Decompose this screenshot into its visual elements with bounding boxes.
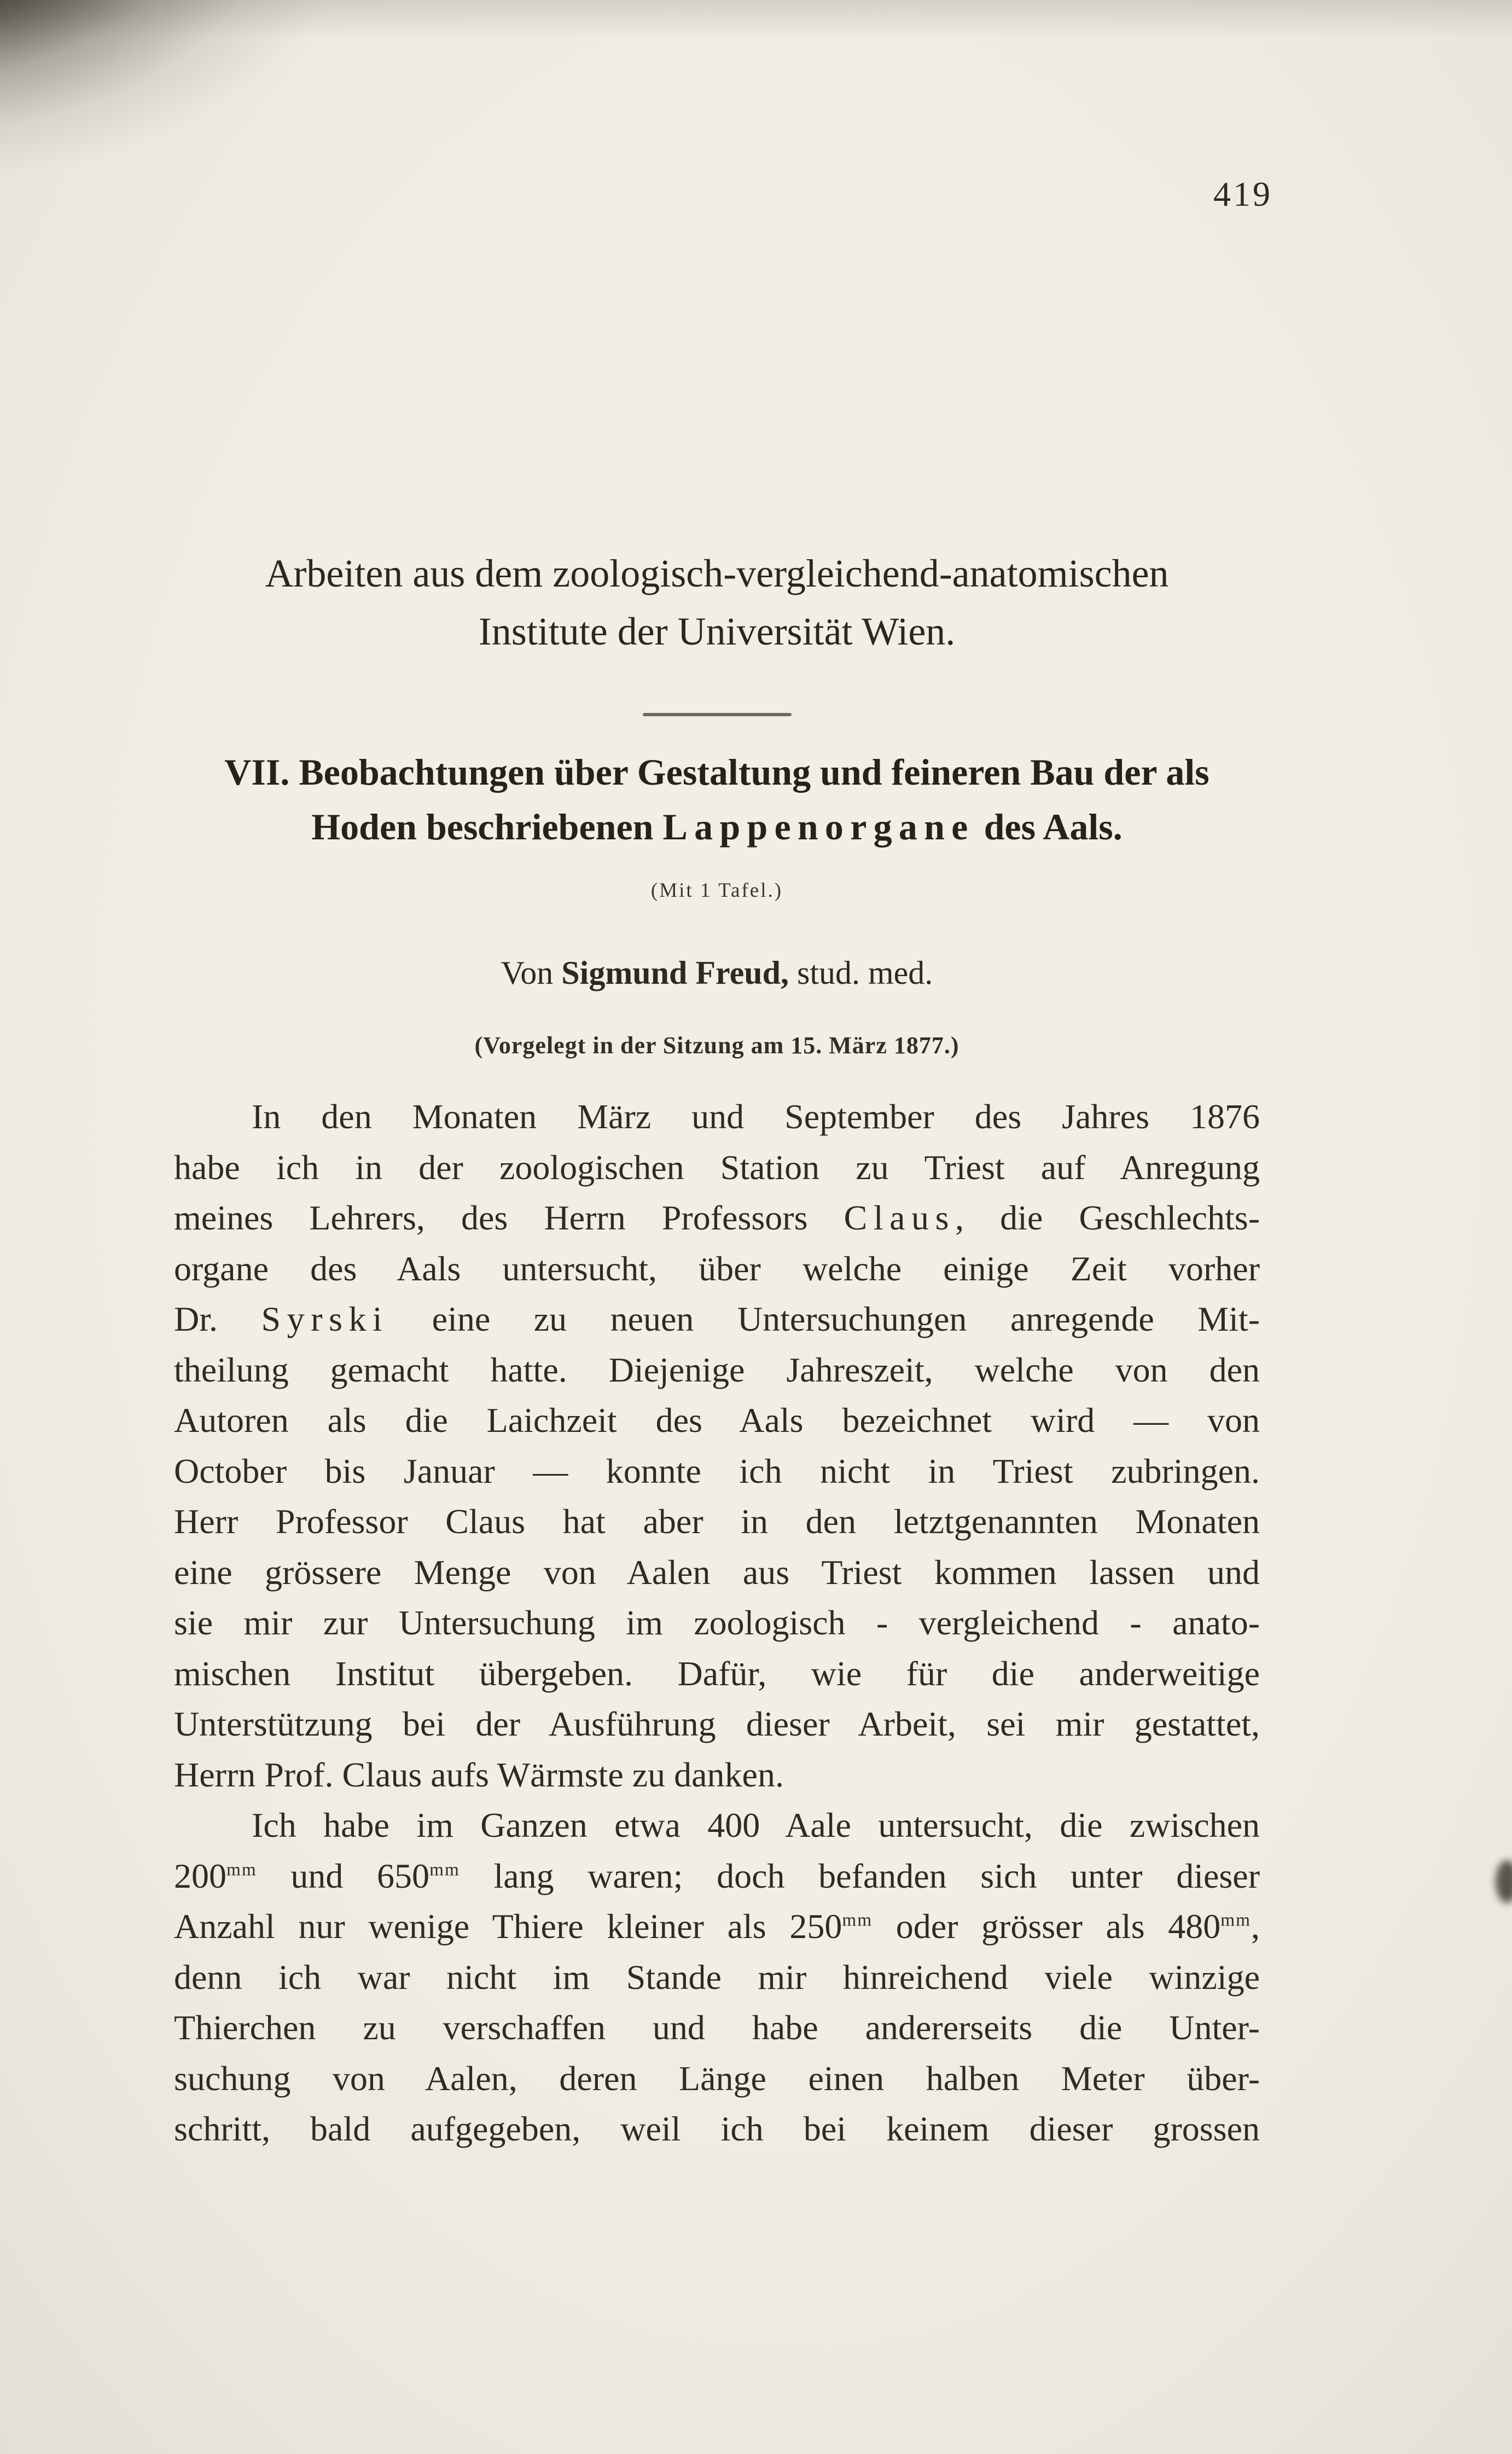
body-line: schritt, bald aufgegeben, weil ich bei keinem dieser grossen bbox=[174, 2109, 1260, 2148]
body-line: meines Lehrers, des Herrn Professors Claus, die Geschlechts- bbox=[174, 1198, 1260, 1237]
scan-smudge-right-edge bbox=[1496, 1860, 1512, 1903]
body-line: Ich habe im Ganzen etwa 400 Aale untersucht, die zwischen bbox=[252, 1806, 1260, 1844]
body-line: habe ich in der zoologischen Station zu Triest auf Anregung bbox=[174, 1147, 1260, 1187]
page-content bbox=[174, 544, 1260, 2155]
body-line: $200^{mm}$ und $650^{mm}$ lang waren; doch befanden sich unter dieser bbox=[174, 1856, 1260, 1895]
series-title-line-2: Institute der Universität Wien. bbox=[478, 610, 956, 653]
body-line: Anzahl nur wenige Thiere kleiner als $250^{mm}$ oder grösser als $480^{mm}$, bbox=[174, 1907, 1260, 1946]
scan-shade-top-edge bbox=[0, 0, 1512, 38]
divider-rule bbox=[643, 713, 792, 716]
body-line: Herrn Prof. Claus aufs Wärmste zu danken. bbox=[174, 1755, 784, 1794]
body-line: Thierchen zu verschaffen und habe andererseits die Unter- bbox=[174, 2008, 1260, 2047]
section-heading-line-2: Hoden beschriebenen Lappenorgane des Aals. bbox=[311, 806, 1123, 848]
body-line: Herr Professor Claus hat aber in den letztgenannten Monaten bbox=[174, 1502, 1260, 1541]
section-heading-line-1: VII. Beobachtungen über Gestaltung und feineren Bau der als bbox=[224, 751, 1209, 793]
presented-note: (Vorgelegt in der Sitzung am 15. März 1877.) bbox=[474, 1032, 959, 1059]
series-title bbox=[174, 544, 1260, 660]
body-line: organe des Aals untersucht, über welche einige Zeit vorher bbox=[174, 1249, 1260, 1288]
body-line: October bis Januar — konnte ich nicht in Triest zubringen. bbox=[174, 1451, 1260, 1490]
body-line: In den Monaten März und September des Jahres 1876 bbox=[252, 1097, 1260, 1136]
body-line: Autoren als die Laichzeit des Aals bezeichnet wird — von bbox=[174, 1401, 1260, 1440]
section-heading bbox=[174, 745, 1260, 854]
body-line: eine grössere Menge von Aalen aus Triest kommen lassen und bbox=[174, 1552, 1260, 1592]
body-text bbox=[174, 1092, 1260, 2155]
body-line: denn ich war nicht im Stande mir hinreichend viele winzige bbox=[174, 1957, 1260, 1997]
page-number: 419 bbox=[1213, 175, 1272, 213]
series-title-line-1: Arbeiten aus dem zoologisch-vergleichend-anatomischen bbox=[265, 552, 1169, 595]
body-line: suchung von Aalen, deren Länge einen halben Meter über- bbox=[174, 2058, 1260, 2098]
plate-note: (Mit 1 Tafel.) bbox=[650, 879, 783, 902]
body-line: Dr. Syrski eine zu neuen Untersuchungen anregende Mit- bbox=[174, 1299, 1260, 1338]
scan-shadow-top-left bbox=[0, 0, 602, 416]
body-line: mischen Institut übergeben. Dafür, wie für die anderweitige bbox=[174, 1654, 1260, 1693]
body-line: sie mir zur Untersuchung im zoologisch - vergleichend - anato- bbox=[174, 1603, 1260, 1642]
byline: Von Sigmund Freud, stud. med. bbox=[501, 955, 933, 991]
body-line: Unterstützung bei der Ausführung dieser Arbeit, sei mir gestattet, bbox=[174, 1704, 1260, 1743]
body-line: theilung gemacht hatte. Diejenige Jahreszeit, welche von den bbox=[174, 1350, 1260, 1389]
